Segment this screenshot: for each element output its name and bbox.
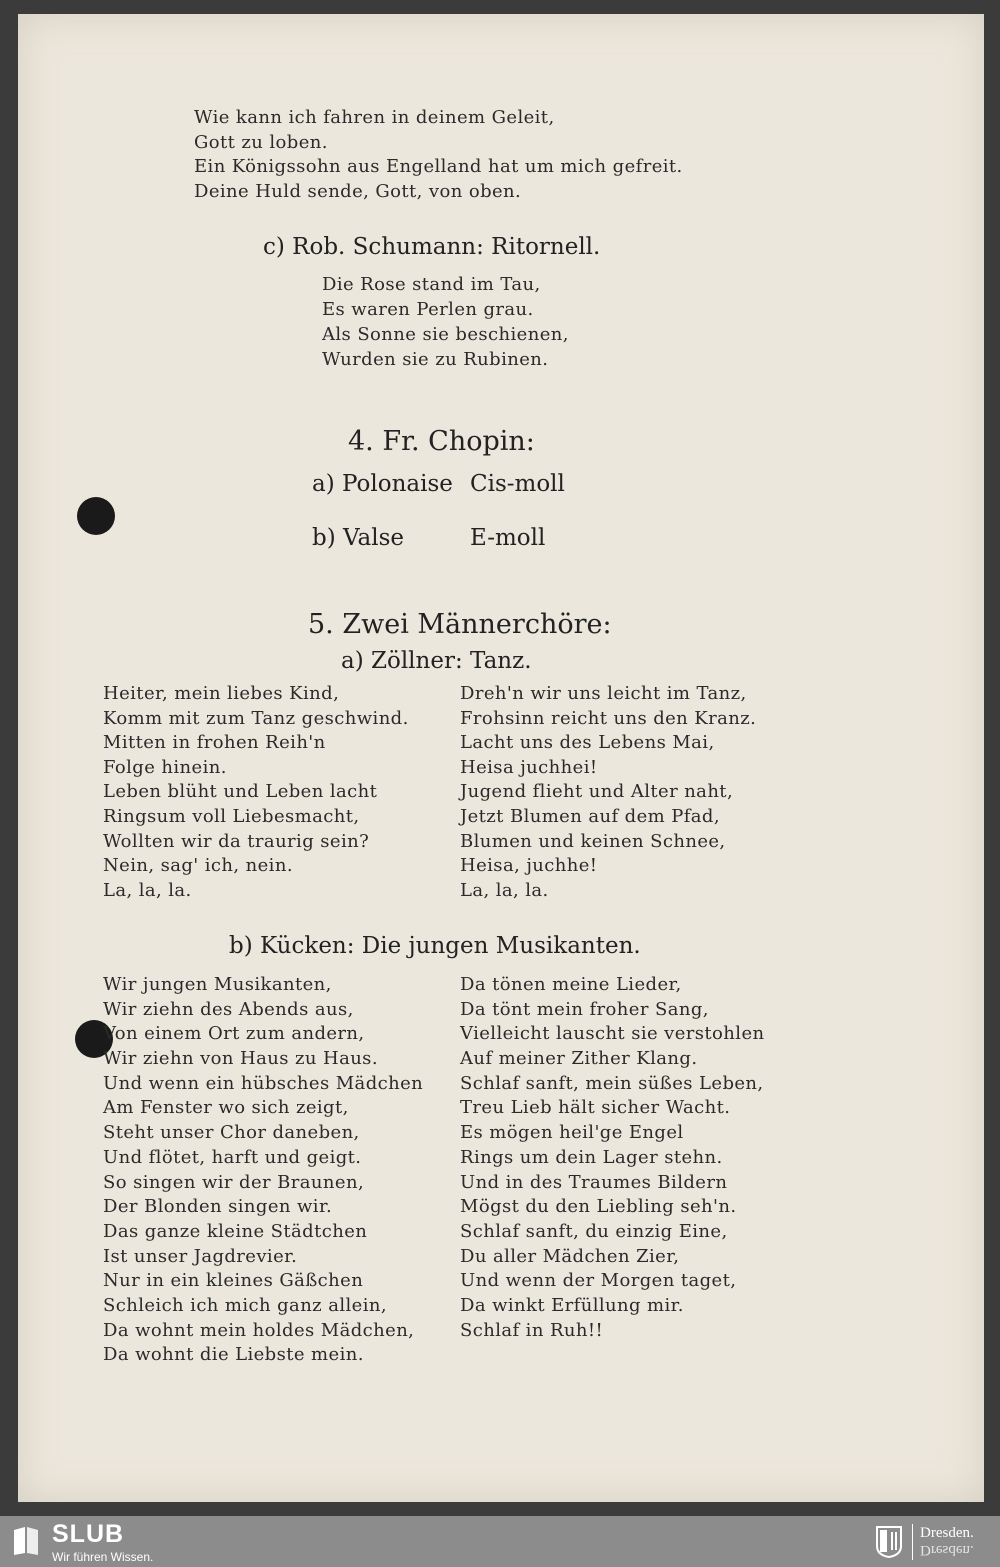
kuecken-left-column [103, 976, 423, 1371]
verse-line: Heisa juchhei! [460, 756, 598, 778]
verse-line: Da tönt mein froher Sang, [460, 998, 709, 1020]
verse-line: Blumen und keinen Schnee, [460, 830, 726, 852]
kuecken-right-column [460, 976, 765, 1346]
verse-line: Ringsum voll Liebesmacht, [103, 805, 360, 827]
slub-tagline: Wir führen Wissen. [52, 1550, 154, 1564]
verse-line: Da wohnt mein holdes Mädchen, [103, 1319, 415, 1341]
verse-line: Die Rose stand im Tau, [322, 274, 541, 295]
verse-line: Deine Huld sende, Gott, von oben. [194, 181, 522, 203]
verse-line: Du aller Mädchen Zier, [460, 1245, 680, 1267]
schumann-title: c) Rob. Schumann: Ritornell. [263, 234, 601, 260]
verse-line: Mögst du den Liebling seh'n. [460, 1196, 737, 1218]
verse-line: Es mögen heil'ge Engel [460, 1122, 684, 1144]
zoellner-right-column [460, 685, 756, 906]
schumann-verse [322, 276, 569, 376]
choirs-title: 5. Zwei Männerchöre: [308, 609, 612, 640]
verse-line: Gott zu loben. [194, 131, 328, 153]
verse-line: Da wohnt die Liebste mein. [103, 1344, 364, 1366]
verse-line: Komm mit zum Tanz geschwind. [103, 707, 409, 729]
verse-line: Wir ziehn von Haus zu Haus. [103, 1048, 378, 1070]
verse-line: Wurden sie zu Rubinen. [322, 349, 549, 370]
footer-bar [0, 1516, 1000, 1567]
verse-line: Schlaf sanft, mein süßes Leben, [460, 1072, 764, 1094]
verse-line: Und flötet, harft und geigt. [103, 1146, 362, 1168]
verse-line: So singen wir der Braunen, [103, 1171, 365, 1193]
chopin-item-a-label: a) Polonaise [312, 471, 453, 497]
slub-brand[interactable]: SLUB [52, 1520, 125, 1548]
verse-line: Der Blonden singen wir. [103, 1196, 333, 1218]
verse-line: Leben blüht und Leben lacht [103, 781, 378, 803]
verse-line: Jetzt Blumen auf dem Pfad, [460, 805, 720, 827]
verse-line: Als Sonne sie beschienen, [322, 324, 569, 345]
verse-line: Steht unser Chor daneben, [103, 1122, 360, 1144]
verse-line: La, la, la. [103, 879, 192, 901]
verse-line: Von einem Ort zum andern, [103, 1023, 365, 1045]
verse-line: Schlaf in Ruh!! [460, 1319, 604, 1341]
chopin-item-a-key: Cis-moll [470, 471, 565, 497]
verse-line: Nein, sag' ich, nein. [103, 855, 293, 877]
verse-line: Dreh'n wir uns leicht im Tanz, [460, 683, 747, 704]
verse-line: La, la, la. [460, 879, 549, 901]
verse-line: Wir ziehn des Abends aus, [103, 998, 354, 1020]
verse-line: Das ganze kleine Städtchen [103, 1220, 368, 1242]
verse-line: Heiter, mein liebes Kind, [103, 683, 340, 704]
verse-line: Und in des Traumes Bildern [460, 1171, 728, 1193]
dresden-wordmark[interactable]: Dresden. [920, 1525, 974, 1541]
verse-line: Und wenn der Morgen taget, [460, 1270, 737, 1292]
verse-line: Folge hinein. [103, 756, 227, 778]
verse-line: Mitten in frohen Reih'n [103, 732, 326, 754]
verse-line: Nur in ein kleines Gäßchen [103, 1270, 364, 1292]
verse-line: Wollten wir da traurig sein? [103, 830, 370, 852]
verse-line: Frohsinn reicht uns den Kranz. [460, 707, 757, 729]
verse-line: Wie kann ich fahren in deinem Geleit, [194, 107, 555, 128]
verse-line: Schlaf sanft, du einzig Eine, [460, 1220, 728, 1242]
zoellner-title: a) Zöllner: Tanz. [341, 648, 532, 674]
footer-separator [912, 1524, 913, 1560]
verse-line: Auf meiner Zither Klang. [460, 1048, 698, 1070]
verse-line: Am Fenster wo sich zeigt, [103, 1097, 349, 1119]
dresden-wordmark-reflection: Dresden. [920, 1542, 974, 1558]
verse-line: Heisa, juchhe! [460, 855, 598, 877]
verse-line: Ein Königssohn aus Engelland hat um mich gefreit. [194, 156, 683, 178]
kuecken-title: b) Kücken: Die jungen Musikanten. [229, 933, 641, 959]
verse-block-top [194, 109, 683, 208]
zoellner-left-column [103, 685, 409, 906]
verse-line: Lacht uns des Lebens Mai, [460, 732, 715, 754]
chopin-item-b-key: E-moll [470, 525, 546, 551]
verse-line: Wir jungen Musikanten, [103, 974, 332, 995]
verse-line: Rings um dein Lager stehn. [460, 1146, 723, 1168]
chopin-item-b-label: b) Valse [312, 525, 404, 551]
book-icon [12, 1526, 40, 1556]
dresden-crest-icon [876, 1526, 902, 1558]
verse-line: Vielleicht lauscht sie verstohlen [460, 1023, 765, 1045]
verse-line: Ist unser Jagdrevier. [103, 1245, 298, 1267]
punch-hole [77, 497, 115, 535]
verse-line: Da winkt Erfüllung mir. [460, 1294, 684, 1316]
verse-line: Und wenn ein hübsches Mädchen [103, 1072, 424, 1094]
verse-line: Es waren Perlen grau. [322, 299, 534, 320]
verse-line: Treu Lieb hält sicher Wacht. [460, 1097, 731, 1119]
verse-line: Da tönen meine Lieder, [460, 974, 682, 995]
verse-line: Schleich ich mich ganz allein, [103, 1294, 387, 1316]
verse-line: Jugend flieht und Alter naht, [460, 781, 734, 803]
chopin-title: 4. Fr. Chopin: [348, 426, 535, 457]
